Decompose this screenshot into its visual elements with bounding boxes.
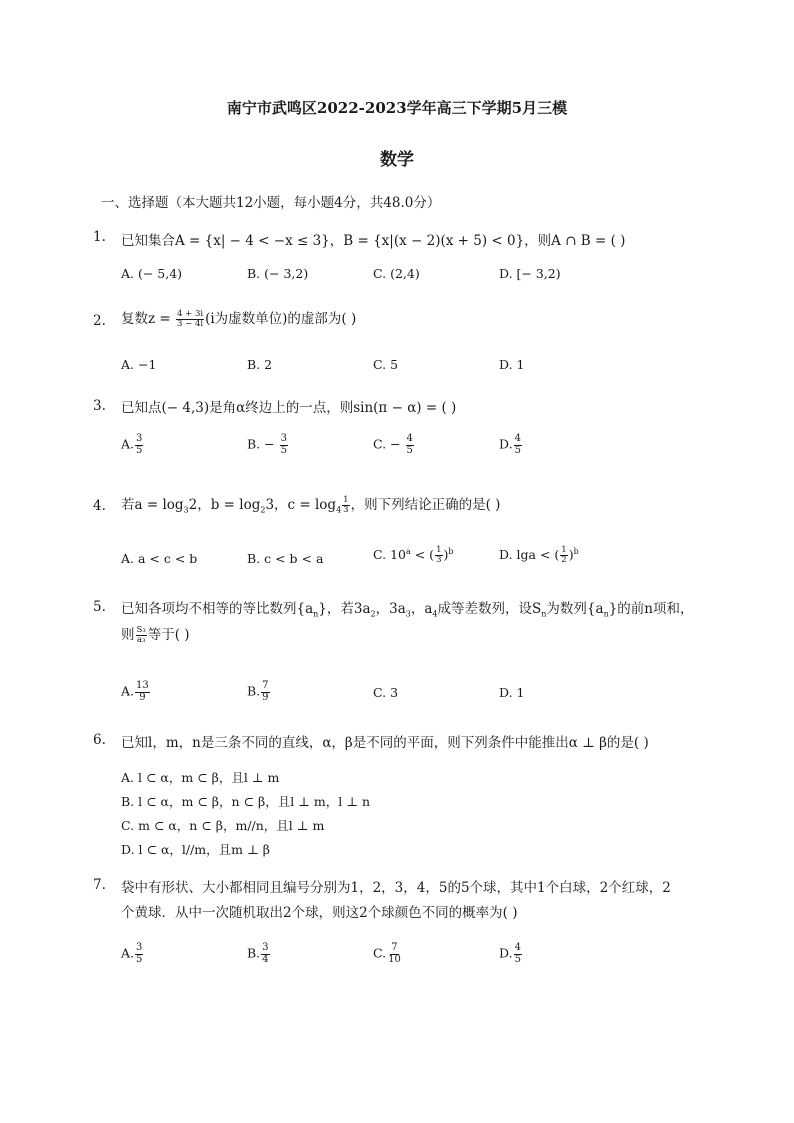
superscript: a bbox=[405, 546, 411, 556]
fraction bbox=[514, 434, 522, 456]
option-a[interactable] bbox=[121, 943, 144, 965]
question-number: 1. bbox=[93, 229, 106, 245]
option-sign: − bbox=[386, 436, 405, 452]
option-prefix: A. bbox=[121, 436, 135, 452]
subscript: 2 bbox=[260, 505, 266, 515]
option-d[interactable]: D. 1 bbox=[499, 685, 525, 700]
question-text: 已知集合A = {x| − 4 < −x ≤ 3}，B = {x|(x − 2)(x + 5) < 0}，则A ∩ B = ( ) bbox=[121, 233, 626, 249]
option-d[interactable]: D. l ⊂ α，l//m，且m ⊥ β bbox=[121, 842, 270, 857]
option-a[interactable]: A. (− 5,4) bbox=[121, 266, 183, 281]
option-a[interactable] bbox=[121, 681, 151, 703]
fraction bbox=[261, 943, 269, 965]
text-part: 3，c = log bbox=[265, 497, 337, 513]
fraction bbox=[387, 943, 402, 965]
text-part: }的前n项和， bbox=[608, 601, 694, 617]
text-part: 等于( ) bbox=[147, 627, 190, 643]
superscript: b bbox=[448, 546, 454, 556]
option-a[interactable]: A. −1 bbox=[121, 357, 157, 372]
text-pre: 复数z = bbox=[121, 311, 176, 327]
option-d[interactable]: D. 1 bbox=[499, 357, 525, 372]
text-part: 2，b = log bbox=[188, 497, 261, 513]
fraction bbox=[342, 496, 349, 515]
fraction-numerator: 4 bbox=[406, 433, 413, 444]
text-part: ) bbox=[568, 546, 574, 562]
fraction-numerator: 3 bbox=[262, 942, 269, 953]
option-c[interactable]: C. 5 bbox=[373, 357, 399, 372]
fraction bbox=[435, 546, 442, 565]
fraction-denominator: 10 bbox=[388, 953, 401, 965]
fraction bbox=[135, 434, 143, 456]
fraction-numerator: 1 bbox=[436, 545, 442, 555]
option-prefix: B. bbox=[247, 683, 261, 699]
option-b[interactable]: B. c < b < a bbox=[247, 551, 324, 566]
question-number: 6. bbox=[93, 732, 106, 748]
question-text: 已知点(− 4,3)是角α终边上的一点，则sin(π − α) = ( ) bbox=[121, 400, 457, 416]
fraction bbox=[560, 546, 567, 565]
fraction-denominator: 5 bbox=[280, 444, 287, 456]
superscript: b bbox=[573, 546, 579, 556]
subscript: 3 bbox=[405, 609, 411, 619]
subscript: n bbox=[603, 609, 609, 619]
text-part: ) bbox=[443, 546, 449, 562]
text-part: D. lga < ( bbox=[499, 546, 560, 562]
option-prefix: D. bbox=[499, 945, 513, 961]
text-part: 则 bbox=[121, 627, 135, 643]
question-number: 7. bbox=[93, 877, 106, 893]
option-prefix: C. bbox=[373, 945, 387, 961]
option-b[interactable]: B. l ⊂ α，m ⊂ β，n ⊂ β，且l ⊥ m，l ⊥ n bbox=[121, 794, 370, 809]
option-prefix: A. bbox=[121, 683, 135, 699]
fraction-numerator: S₃ bbox=[136, 625, 146, 636]
option-d[interactable] bbox=[499, 943, 523, 965]
text-part: 成等差数列，设S bbox=[437, 601, 542, 617]
option-a[interactable]: A. l ⊂ α，m ⊂ β，且l ⊥ m bbox=[121, 770, 280, 785]
fraction-numerator: 4 bbox=[514, 433, 521, 444]
option-b[interactable] bbox=[247, 943, 271, 965]
text-part: 已知各项均不相等的等比数列{a bbox=[121, 601, 314, 617]
question-text bbox=[121, 493, 500, 515]
text-part: ，3a bbox=[375, 601, 406, 617]
text-part: C. 10 bbox=[373, 546, 406, 562]
section-heading: 一、选择题（本大题共12小题，每小题4分，共48.0分） bbox=[101, 195, 441, 211]
fraction-numerator: 7 bbox=[262, 680, 269, 691]
question-number: 3. bbox=[93, 398, 106, 414]
fraction bbox=[135, 943, 143, 965]
option-b[interactable]: B. 2 bbox=[247, 357, 273, 372]
option-c[interactable] bbox=[373, 943, 403, 965]
subscript: n bbox=[541, 609, 547, 619]
fraction bbox=[514, 943, 522, 965]
option-a[interactable] bbox=[121, 434, 144, 456]
question-text-line2: 个黄球．从中一次随机取出2个球，则这2个球颜色不同的概率为( ) bbox=[121, 905, 518, 921]
subscript: 3 bbox=[183, 505, 189, 515]
fraction-denominator: 9 bbox=[262, 691, 269, 703]
option-a[interactable]: A. a < c < b bbox=[121, 551, 198, 566]
question-number: 2. bbox=[93, 313, 106, 329]
exam-title: 南宁市武鸣区2022-2023学年高三下学期5月三模 bbox=[226, 99, 568, 117]
subscript: n bbox=[313, 609, 319, 619]
text-part: ，a bbox=[410, 601, 433, 617]
fraction-denominator: 3 bbox=[343, 505, 349, 515]
question-text-line1 bbox=[121, 597, 694, 619]
question-text-line2 bbox=[121, 623, 190, 645]
text-part: 若a = log bbox=[121, 497, 184, 513]
fraction-numerator: 7 bbox=[391, 942, 398, 953]
fraction-denominator: 4 bbox=[262, 953, 269, 965]
fraction bbox=[176, 310, 204, 329]
option-b[interactable] bbox=[247, 434, 289, 456]
fraction-numerator: 13 bbox=[136, 680, 149, 691]
fraction-numerator: 4 bbox=[514, 942, 521, 953]
text-part: }，若3a bbox=[318, 601, 371, 617]
fraction-denominator: 9 bbox=[139, 691, 146, 703]
text-part: ，则下列结论正确的是( ) bbox=[350, 497, 501, 513]
fraction-numerator: 3 bbox=[136, 942, 143, 953]
option-b[interactable]: B. (− 3,2) bbox=[247, 266, 309, 281]
subscript: 4 bbox=[336, 505, 342, 515]
fraction-denominator: 5 bbox=[136, 444, 143, 456]
option-d[interactable] bbox=[499, 434, 523, 456]
fraction bbox=[136, 626, 147, 645]
fraction-denominator: a₃ bbox=[136, 635, 146, 645]
option-prefix: B. bbox=[247, 945, 261, 961]
option-d[interactable] bbox=[499, 546, 579, 565]
subscript: 4 bbox=[432, 609, 438, 619]
text-part: 为数列{a bbox=[546, 601, 604, 617]
fraction bbox=[135, 681, 150, 703]
question-text-line1: 袋中有形状、大小都相同且编号分别为1，2，3，4，5的5个球，其中1个白球，2个红球，2 bbox=[121, 880, 671, 896]
option-c[interactable] bbox=[373, 546, 454, 565]
fraction-denominator: 3 − 4i bbox=[177, 319, 204, 329]
option-d[interactable]: D. [− 3,2) bbox=[499, 266, 561, 281]
fraction-denominator: 3 bbox=[436, 554, 442, 565]
option-prefix: B. bbox=[247, 436, 261, 452]
fraction-numerator: 3 bbox=[280, 433, 287, 444]
option-c[interactable]: C. (2,4) bbox=[373, 266, 420, 281]
fraction-numerator: 1 bbox=[343, 495, 349, 506]
subject-title: 数学 bbox=[380, 150, 414, 170]
option-c[interactable]: C. 3 bbox=[373, 685, 399, 700]
fraction-numerator: 4 + 3i bbox=[177, 309, 204, 320]
fraction bbox=[406, 434, 414, 456]
option-b[interactable] bbox=[247, 681, 271, 703]
question-number: 4. bbox=[93, 498, 106, 514]
question-text bbox=[121, 307, 356, 329]
fraction-numerator: 1 bbox=[561, 545, 567, 555]
option-c[interactable] bbox=[373, 434, 415, 456]
option-sign: − bbox=[260, 436, 279, 452]
fraction-denominator: 2 bbox=[561, 554, 567, 565]
subscript: 2 bbox=[370, 609, 376, 619]
fraction-numerator: 3 bbox=[136, 433, 143, 444]
fraction-denominator: 5 bbox=[136, 953, 143, 965]
fraction-denominator: 5 bbox=[514, 444, 521, 456]
option-prefix: C. bbox=[373, 436, 387, 452]
text-post: (i为虚数单位)的虚部为( ) bbox=[205, 311, 357, 327]
text-part: < ( bbox=[410, 546, 435, 562]
option-prefix: A. bbox=[121, 945, 135, 961]
fraction bbox=[280, 434, 288, 456]
question-text: 已知l，m，n是三条不同的直线，α，β是不同的平面，则下列条件中能推出α ⊥ β的是( ) bbox=[121, 735, 649, 751]
option-c[interactable]: C. m ⊂ α，n ⊂ β，m//n，且l ⊥ m bbox=[121, 818, 325, 833]
question-number: 5. bbox=[93, 599, 106, 615]
fraction bbox=[261, 681, 269, 703]
fraction-denominator: 5 bbox=[406, 444, 413, 456]
fraction-denominator: 5 bbox=[514, 953, 521, 965]
option-prefix: D. bbox=[499, 436, 513, 452]
